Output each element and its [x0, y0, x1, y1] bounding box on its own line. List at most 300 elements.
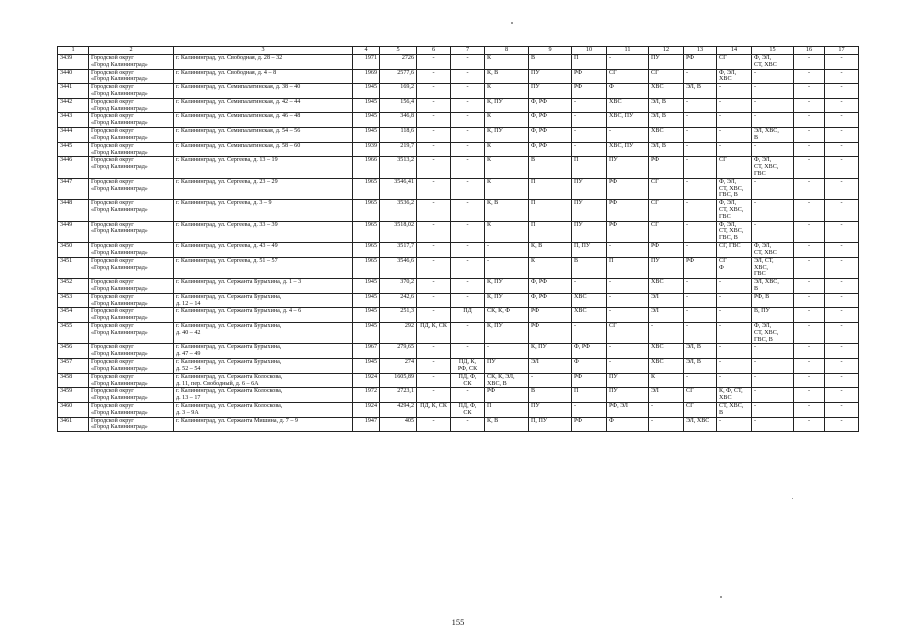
- year-built-cell: 1972: [353, 388, 380, 403]
- address-cell: [174, 293, 353, 308]
- col-14-line: СГ: [719, 257, 727, 264]
- municipality-line: Городской округ: [91, 308, 134, 315]
- col-8-cell: [485, 308, 529, 323]
- col-9-line: ПУ: [531, 69, 540, 76]
- col-10-cell: [572, 402, 607, 417]
- col-10-cell: [572, 178, 607, 199]
- col-15-line: -: [754, 417, 757, 424]
- col-11-cell: ХВС, ПУ: [607, 142, 649, 157]
- col-14-line: -: [719, 417, 722, 424]
- col-9-cell: [529, 200, 572, 221]
- scan-speck: [511, 22, 513, 24]
- col-10-cell: [572, 142, 607, 157]
- col-10-cell: [572, 243, 607, 258]
- col-7-cell: -: [451, 323, 485, 344]
- col-10-line: В: [574, 257, 579, 264]
- table-row: [58, 257, 859, 278]
- col-10-cell: [572, 417, 607, 432]
- municipality-cell: [89, 84, 174, 99]
- municipality-line: «Город Калининград»: [91, 264, 148, 271]
- col-12-line: СГ: [651, 69, 659, 76]
- col-15-line: ГВС: [754, 271, 766, 278]
- col-15-cell: [752, 54, 794, 69]
- col-17-cell: -: [825, 388, 859, 403]
- col-12-line: СГ: [651, 178, 659, 185]
- col-15-line: -: [754, 344, 757, 351]
- area-cell: 3518,02: [380, 221, 417, 242]
- col-12-line: ХВС: [651, 84, 664, 91]
- col-6-cell: -: [417, 142, 451, 157]
- record-number-cell: 3441: [58, 84, 89, 99]
- col-14-cell: [717, 279, 752, 294]
- col-14-line: -: [719, 308, 722, 315]
- address-line: г. Калининград, ул. Сергеева, д. 51 – 57: [176, 257, 278, 264]
- area-cell: 370,2: [380, 279, 417, 294]
- col-8-line: К: [487, 221, 492, 228]
- column-number-14: 14: [717, 47, 752, 55]
- column-number-header-row: [58, 47, 859, 55]
- col-7-cell: [451, 359, 485, 374]
- col-16-cell: -: [794, 178, 825, 199]
- municipality-line: Городской округ: [91, 221, 134, 228]
- col-6-cell: -: [417, 200, 451, 221]
- col-11-cell: П: [607, 257, 649, 278]
- col-8-line: -: [487, 243, 490, 250]
- col-14-cell: [717, 128, 752, 143]
- col-9-line: К, ПУ: [531, 344, 547, 351]
- col-12-cell: [649, 221, 684, 242]
- record-number-cell: 3458: [58, 373, 89, 388]
- col-17-cell: -: [825, 243, 859, 258]
- col-9-line: Ф, РФ: [531, 98, 547, 105]
- col-8-cell: [485, 344, 529, 359]
- col-14-line: -: [719, 98, 722, 105]
- address-line: д. 13 – 17: [176, 395, 201, 402]
- col-14-line: СГ: [719, 157, 727, 164]
- col-9-line: В: [531, 54, 536, 61]
- municipality-line: «Город Калининград»: [91, 76, 148, 83]
- col-10-cell: [572, 373, 607, 388]
- col-14-cell: [717, 402, 752, 417]
- col-13-cell: РФ: [684, 257, 717, 278]
- col-9-line: К: [531, 257, 536, 264]
- col-17-cell: -: [825, 344, 859, 359]
- col-15-cell: [752, 402, 794, 417]
- year-built-cell: 1967: [353, 344, 380, 359]
- col-16-cell: -: [794, 200, 825, 221]
- col-14-line: Ф, ЭЛ,: [719, 69, 737, 76]
- col-9-cell: [529, 417, 572, 432]
- col-7-cell: -: [451, 69, 485, 84]
- area-cell: 346,8: [380, 113, 417, 128]
- municipality-line: «Город Калининград»: [91, 395, 148, 402]
- col-15-cell: [752, 373, 794, 388]
- col-15-cell: [752, 178, 794, 199]
- municipality-line: «Город Калининград»: [91, 61, 148, 68]
- col-12-line: РФ: [651, 243, 660, 250]
- col-9-line: -: [531, 373, 534, 380]
- col-7-cell: -: [451, 200, 485, 221]
- col-10-line: Ф, РФ: [574, 344, 590, 351]
- address-cell: [174, 200, 353, 221]
- col-9-line: Ф, РФ: [531, 128, 547, 135]
- col-14-cell: [717, 323, 752, 344]
- col-9-cell: [529, 257, 572, 278]
- year-built-cell: 1924: [353, 373, 380, 388]
- table-row: [58, 54, 859, 69]
- col-11-cell: ХВС: [607, 98, 649, 113]
- year-built-cell: 1945: [353, 359, 380, 374]
- municipality-line: Городской округ: [91, 142, 134, 149]
- address-cell: [174, 323, 353, 344]
- col-14-cell: [717, 359, 752, 374]
- municipality-cell: [89, 157, 174, 178]
- municipality-cell: [89, 221, 174, 242]
- address-line: г. Калининград, ул. Сергеева, д. 43 – 49: [176, 243, 278, 250]
- municipality-line: Городской округ: [91, 69, 134, 76]
- col-12-line: СГ: [651, 221, 659, 228]
- col-13-cell: -: [684, 293, 717, 308]
- col-15-cell: [752, 388, 794, 403]
- address-cell: [174, 243, 353, 258]
- municipality-line: «Город Калининград»: [91, 249, 148, 256]
- col-15-line: Ф, ЭЛ,: [754, 157, 772, 164]
- municipality-line: Городской округ: [91, 359, 134, 366]
- col-8-line: К, В: [487, 417, 499, 424]
- col-16-cell: -: [794, 157, 825, 178]
- year-built-cell: 1945: [353, 293, 380, 308]
- address-cell: [174, 178, 353, 199]
- col-10-cell: [572, 200, 607, 221]
- col-12-cell: [649, 257, 684, 278]
- municipality-line: Городской округ: [91, 157, 134, 164]
- col-12-cell: [649, 113, 684, 128]
- col-14-cell: [717, 84, 752, 99]
- col-10-cell: [572, 359, 607, 374]
- col-14-cell: [717, 344, 752, 359]
- record-number-cell: 3440: [58, 69, 89, 84]
- col-8-cell: [485, 417, 529, 432]
- col-9-cell: [529, 113, 572, 128]
- col-15-line: В: [754, 134, 759, 141]
- year-built-cell: 1971: [353, 54, 380, 69]
- col-16-cell: -: [794, 69, 825, 84]
- col-10-line: П: [574, 388, 579, 395]
- year-built-cell: 1965: [353, 221, 380, 242]
- col-9-line: ПУ: [531, 402, 540, 409]
- col-8-line: ПУ: [487, 359, 496, 366]
- col-11-cell: Ф: [607, 417, 649, 432]
- table-row: [58, 417, 859, 432]
- col-8-cell: [485, 388, 529, 403]
- municipality-cell: [89, 308, 174, 323]
- column-number-6: 6: [417, 47, 451, 55]
- col-13-cell: ЭЛ, В: [684, 359, 717, 374]
- col-10-cell: [572, 128, 607, 143]
- table-row: [58, 84, 859, 99]
- address-line: г. Калининград, ул. Сержанта Мишина, д. 7 – 9: [176, 417, 298, 424]
- col-8-cell: [485, 128, 529, 143]
- municipality-line: «Город Калининград»: [91, 164, 148, 171]
- col-9-cell: [529, 243, 572, 258]
- col-15-cell: [752, 113, 794, 128]
- col-7-cell: -: [451, 128, 485, 143]
- col-17-cell: -: [825, 359, 859, 374]
- column-number-2: 2: [89, 47, 174, 55]
- year-built-cell: 1945: [353, 98, 380, 113]
- col-14-line: -: [719, 113, 722, 120]
- col-11-cell: -: [607, 54, 649, 69]
- col-6-cell: -: [417, 359, 451, 374]
- address-line: г. Калининград, ул. Сергеева, д. 3 – 9: [176, 200, 272, 207]
- table-row: [58, 200, 859, 221]
- col-6-cell: -: [417, 157, 451, 178]
- col-12-cell: [649, 293, 684, 308]
- col-6-cell: -: [417, 84, 451, 99]
- col-14-line: -: [719, 128, 722, 135]
- area-cell: 292: [380, 323, 417, 344]
- col-16-cell: -: [794, 359, 825, 374]
- area-cell: 242,6: [380, 293, 417, 308]
- col-10-line: ХВС: [574, 293, 587, 300]
- col-16-cell: -: [794, 128, 825, 143]
- col-16-cell: -: [794, 402, 825, 417]
- address-line: г. Калининград, ул. Сергеева, д. 33 – 39: [176, 221, 278, 228]
- col-12-cell: [649, 178, 684, 199]
- col-14-cell: [717, 257, 752, 278]
- col-8-cell: [485, 293, 529, 308]
- record-number-cell: 3439: [58, 54, 89, 69]
- col-14-cell: [717, 293, 752, 308]
- municipality-line: «Город Калининград»: [91, 409, 148, 416]
- col-11-cell: СГ: [607, 69, 649, 84]
- area-cell: 3536,2: [380, 200, 417, 221]
- col-14-cell: [717, 417, 752, 432]
- col-9-cell: [529, 128, 572, 143]
- municipality-cell: [89, 402, 174, 417]
- municipality-cell: [89, 344, 174, 359]
- address-cell: [174, 308, 353, 323]
- col-11-cell: -: [607, 359, 649, 374]
- col-11-cell: -: [607, 243, 649, 258]
- col-11-cell: ПУ: [607, 388, 649, 403]
- col-11-cell: -: [607, 128, 649, 143]
- col-14-cell: [717, 142, 752, 157]
- col-16-cell: -: [794, 98, 825, 113]
- col-15-cell: [752, 142, 794, 157]
- col-8-line: К: [487, 178, 492, 185]
- col-7-cell: -: [451, 257, 485, 278]
- col-12-line: ПУ: [651, 257, 660, 264]
- municipality-line: «Город Калининград»: [91, 91, 148, 97]
- col-14-line: ХВС: [719, 395, 732, 402]
- col-14-cell: [717, 113, 752, 128]
- col-8-line: К, ПУ: [487, 293, 503, 300]
- col-12-line: ЭЛ: [651, 293, 659, 300]
- col-17-cell: -: [825, 308, 859, 323]
- col-9-cell: [529, 157, 572, 178]
- col-15-cell: [752, 417, 794, 432]
- col-8-cell: [485, 84, 529, 99]
- col-8-line: СК, К, Ф: [487, 308, 511, 315]
- col-7-cell: -: [451, 221, 485, 242]
- col-15-cell: [752, 98, 794, 113]
- municipality-line: Городской округ: [91, 113, 134, 120]
- col-12-cell: [649, 373, 684, 388]
- record-number-cell: 3454: [58, 308, 89, 323]
- col-13-cell: -: [684, 308, 717, 323]
- col-8-line: К: [487, 142, 492, 149]
- record-number-cell: 3459: [58, 388, 89, 403]
- col-9-cell: [529, 293, 572, 308]
- address-line: д. 3 – 9А: [176, 409, 199, 416]
- col-9-cell: [529, 388, 572, 403]
- record-number-cell: 3450: [58, 243, 89, 258]
- col-15-cell: [752, 323, 794, 344]
- col-8-cell: [485, 54, 529, 69]
- col-8-line: К, В: [487, 200, 499, 207]
- col-12-cell: [649, 69, 684, 84]
- col-14-cell: [717, 157, 752, 178]
- col-11-cell: ПУ: [607, 157, 649, 178]
- col-14-line: -: [719, 359, 722, 366]
- address-cell: [174, 84, 353, 99]
- col-14-cell: [717, 69, 752, 84]
- municipality-line: «Город Калининград»: [91, 315, 148, 322]
- record-number-cell: 3447: [58, 178, 89, 199]
- col-8-cell: [485, 200, 529, 221]
- col-17-cell: -: [825, 113, 859, 128]
- area-cell: 156,4: [380, 98, 417, 113]
- municipality-line: Городской округ: [91, 293, 134, 300]
- col-8-line: К: [487, 84, 492, 91]
- col-11-cell: РФ: [607, 221, 649, 242]
- col-16-cell: -: [794, 308, 825, 323]
- col-16-cell: -: [794, 388, 825, 403]
- municipality-line: «Город Калининград»: [91, 105, 148, 112]
- col-17-cell: -: [825, 257, 859, 278]
- col-12-line: СГ: [651, 200, 659, 207]
- col-12-cell: [649, 200, 684, 221]
- address-line: д. 11, пер. Свободный, д. 6 – 6А: [176, 380, 259, 387]
- col-10-line: -: [574, 113, 577, 120]
- area-cell: 3546,6: [380, 257, 417, 278]
- col-14-line: -: [719, 344, 722, 351]
- col-10-cell: [572, 221, 607, 242]
- year-built-cell: 1945: [353, 113, 380, 128]
- table-row: [58, 388, 859, 403]
- col-15-line: СТ, ХВС,: [754, 329, 779, 336]
- col-11-cell: РФ: [607, 200, 649, 221]
- col-14-line: -: [719, 142, 722, 149]
- col-8-line: РФ: [487, 388, 496, 395]
- col-12-line: ПУ: [651, 54, 660, 61]
- col-13-cell: ЭЛ, В: [684, 344, 717, 359]
- col-16-cell: -: [794, 323, 825, 344]
- column-number-16: 16: [794, 47, 825, 55]
- table-row: [58, 243, 859, 258]
- col-13-cell: -: [684, 178, 717, 199]
- col-6-cell: -: [417, 54, 451, 69]
- col-9-line: Ф, РФ: [531, 279, 547, 286]
- col-9-cell: [529, 142, 572, 157]
- col-15-cell: [752, 257, 794, 278]
- col-15-line: -: [754, 69, 757, 76]
- col-15-line: ХВС,: [754, 264, 769, 271]
- col-9-line: П: [531, 178, 536, 185]
- col-9-line: РФ: [531, 308, 540, 315]
- scan-speck: [792, 498, 793, 499]
- address-line: г. Калининград, ул. Сержанта Бурыхина,: [176, 293, 282, 300]
- municipality-line: «Город Калининград»: [91, 120, 148, 127]
- col-13-cell: -: [684, 200, 717, 221]
- col-13-cell: -: [684, 98, 717, 113]
- col-9-line: Ф, РФ: [531, 113, 547, 120]
- col-15-line: -: [754, 200, 757, 207]
- col-14-cell: [717, 54, 752, 69]
- col-12-cell: [649, 142, 684, 157]
- col-11-cell: ХВС, ПУ: [607, 113, 649, 128]
- col-8-cell: [485, 142, 529, 157]
- col-14-cell: [717, 243, 752, 258]
- col-6-cell: -: [417, 178, 451, 199]
- col-12-line: ХВС: [651, 359, 664, 366]
- col-8-line: -: [487, 257, 490, 264]
- col-10-cell: [572, 293, 607, 308]
- col-10-cell: [572, 113, 607, 128]
- col-15-line: -: [754, 402, 757, 409]
- col-7-cell: -: [451, 113, 485, 128]
- municipality-cell: [89, 257, 174, 278]
- col-7-cell: [451, 373, 485, 388]
- col-8-line: К, ПУ: [487, 98, 503, 105]
- col-12-line: ЭЛ, В: [651, 98, 666, 105]
- col-9-line: П: [531, 221, 536, 228]
- col-8-cell: [485, 157, 529, 178]
- col-10-cell: [572, 279, 607, 294]
- col-15-line: -: [754, 142, 757, 149]
- col-9-line: П, ПУ: [531, 417, 548, 424]
- record-number-cell: 3443: [58, 113, 89, 128]
- table-row: [58, 323, 859, 344]
- col-10-line: ПУ: [574, 200, 583, 207]
- table-row: [58, 69, 859, 84]
- address-line: г. Калининград, ул. Сержанта Колоскова,: [176, 388, 283, 395]
- col-17-cell: -: [825, 128, 859, 143]
- col-8-line: К: [487, 54, 492, 61]
- municipality-line: Городской округ: [91, 257, 134, 264]
- year-built-cell: 1965: [353, 243, 380, 258]
- col-12-cell: [649, 98, 684, 113]
- municipality-line: «Город Калининград»: [91, 424, 148, 431]
- col-6-cell: -: [417, 221, 451, 242]
- col-17-cell: -: [825, 221, 859, 242]
- municipality-line: Городской округ: [91, 200, 134, 207]
- municipality-line: «Город Калининград»: [91, 228, 148, 235]
- col-6-cell: -: [417, 293, 451, 308]
- column-number-8: 8: [485, 47, 529, 55]
- col-12-cell: [649, 243, 684, 258]
- address-line: д. 12 – 14: [176, 300, 201, 307]
- municipality-line: «Город Калининград»: [91, 207, 148, 213]
- address-cell: [174, 417, 353, 432]
- area-cell: 2577,6: [380, 69, 417, 84]
- col-14-cell: [717, 373, 752, 388]
- column-number-13: 13: [684, 47, 717, 55]
- col-13-cell: ЭЛ, ХВС: [684, 417, 717, 432]
- col-12-cell: [649, 279, 684, 294]
- col-17-cell: -: [825, 54, 859, 69]
